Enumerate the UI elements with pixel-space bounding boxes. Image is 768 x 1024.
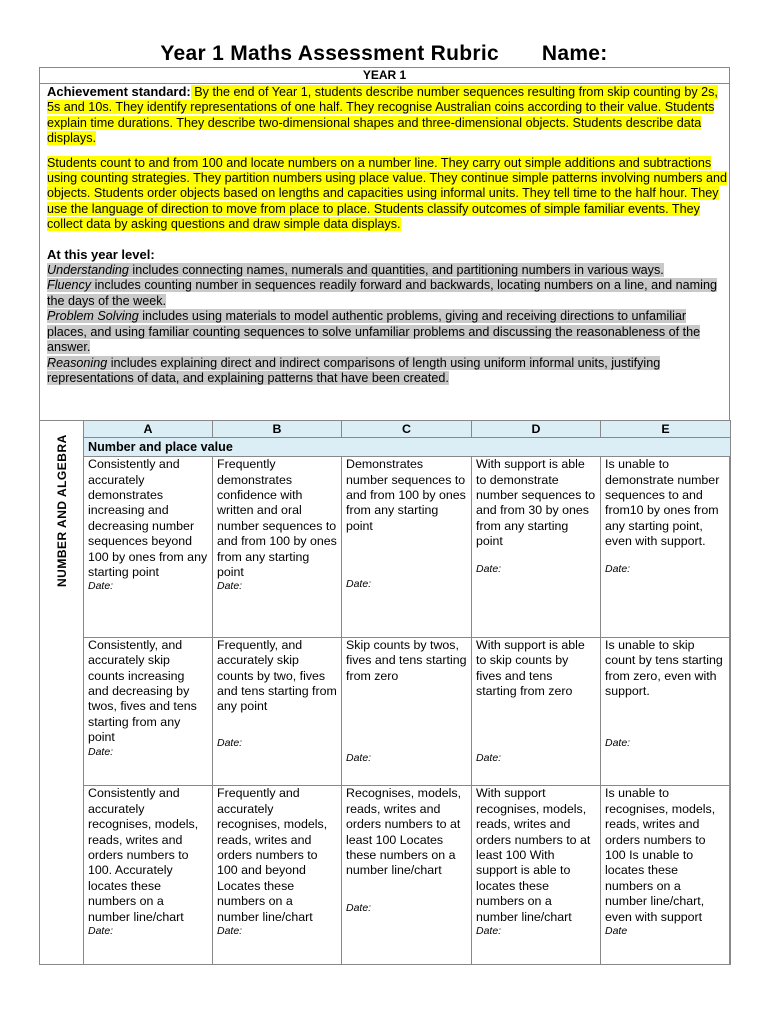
rubric-cell: Is unable to skip count by tens starting from zero, even with support. Date: [601,637,731,786]
rubric-cell: Is unable to demonstrate number sequences to and from10 by ones from any starting point, even with support. Date: [601,457,731,638]
table-row [40,637,731,786]
rubric-cell: With support is able to skip counts by fives and tens starting from zero Date: [472,637,601,786]
intro-section [47,84,727,386]
rubric-cell: Consistently and accurately demonstrates increasing and decreasing number sequences beyond 100 by ones from any starting point Date: [84,457,213,638]
rubric-table [39,420,731,965]
column-header-c: C [342,421,472,438]
section-title: Number and place value [84,438,731,457]
side-label: NUMBER AND ALGEBRA [55,434,69,587]
column-header-row [40,421,731,438]
rubric-cell: With support recognises, models, reads, writes and orders numbers to at least 100 With support is able to locates these numbers on a number line/chart Date: [472,786,601,965]
table-row [40,786,731,965]
table-row [40,457,731,638]
rubric-cell: Frequently demonstrates confidence with written and oral number sequences to and from 100 by ones from any starting point Date: [213,457,342,638]
column-header-b: B [213,421,342,438]
rubric-cell: Recognises, models, reads, writes and orders numbers to at least 100 Locates these numbers on a number line/chart Date: [342,786,472,965]
year-header: YEAR 1 [39,67,730,84]
year-level-fluency: Fluency includes counting number in sequences readily forward and backwards, locating numbers on a line, and naming the days of the week. [47,278,717,308]
rubric-cell: Consistently, and accurately skip counts increasing and decreasing by twos, fives and tens starting from any point Date: [84,637,213,786]
rubric-cell: With support is able to demonstrate number sequences to and from 30 by ones from any starting point Date: [472,457,601,638]
rubric-cell: Demonstrates number sequences to and from 100 by ones from any starting point Date: [342,457,472,638]
achievement-text-1: By the end of Year 1, students describe number sequences resulting from skip counting by 2s, 5s and 10s. They identify representations of one half. They recognise Australian coins according to their value. Students explain time durations. They describe two-dimensional shapes and three-dimensional objects. Students describe data displays. [47,85,718,146]
achievement-para-2 [47,156,727,233]
achievement-text-2: Students count to and from 100 and locate numbers on a number line. They carry out simple additions and subtractions using counting strategies. They partition numbers using place value. They continue simple patterns involving numbers and objects. Students order objects based on lengths and capacities using informal units. They tell time to the half hour. They use the language of direction to move from place to place. Students classify outcomes of simple familiar events. They collect data by asking questions and draw simple data displays. [47,155,727,232]
page-title: Year 1 Maths Assessment Rubric Name: [160,42,608,65]
achievement-label: Achievement standard: [47,84,191,99]
section-row [40,438,731,457]
achievement-para-1 [47,84,727,147]
rubric-cell: Frequently, and accurately skip counts by two, fives and tens starting from any point Date: [213,637,342,786]
year-level-understanding: Understanding includes connecting names, numerals and quantities, and partitioning numbers in various ways. [47,263,664,278]
column-header-a: A [84,421,213,438]
year-level-reasoning: Reasoning includes explaining direct and indirect comparisons of length using uniform informal units, justifying representations of data, and explaining patterns that have been created. [47,355,661,385]
year-level-problem-solving: Problem Solving includes using materials to model authentic problems, giving and receiving directions to unfamiliar places, and using familiar counting sequences to solve unfamiliar problems and discussing the reasonableness of the answer. [47,309,701,355]
rubric-cell: Consistently and accurately recognises, models, reads, writes and orders numbers to 100. Accurately locates these numbers on a number line/chart Date: [84,786,213,965]
column-header-d: D [472,421,601,438]
rubric-cell: Skip counts by twos, fives and tens starting from zero Date: [342,637,472,786]
column-header-e: E [601,421,731,438]
rubric-cell: Frequently and accurately recognises, models, reads, writes and orders numbers to 100 and beyond Locates these numbers on a number line/chart Date: [213,786,342,965]
side-label-cell [40,421,84,965]
year-level-heading: At this year level: [47,246,155,262]
rubric-cell: Is unable to recognises, models, reads, writes and orders numbers to 100 Is unable to locates these numbers on a number line/chart, even with support Date [601,786,731,965]
